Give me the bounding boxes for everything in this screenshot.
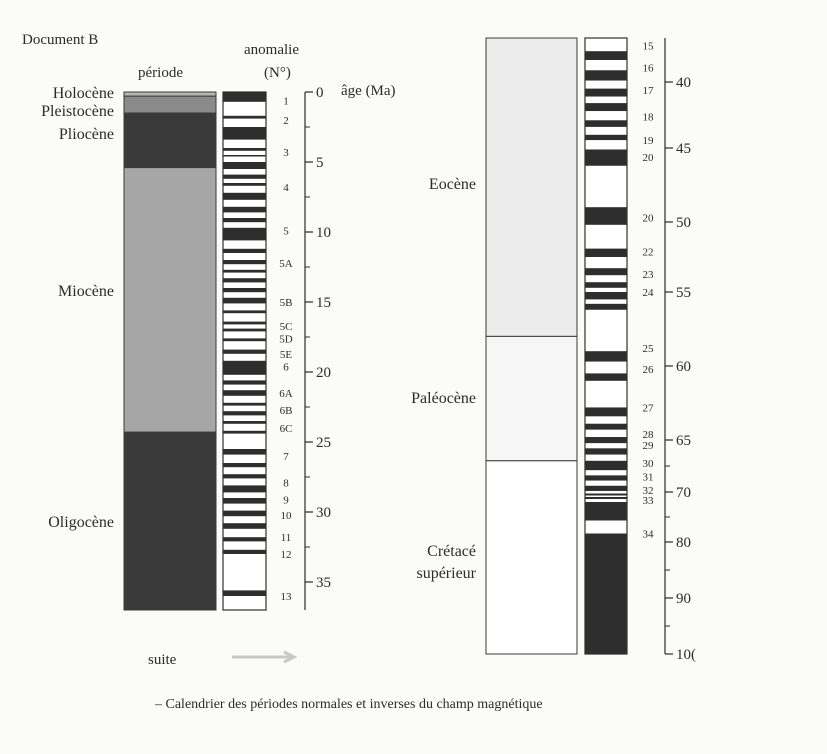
- period-label-pleistocene: Pleistocène: [41, 103, 114, 120]
- normal-polarity-band: [223, 511, 266, 517]
- normal-polarity-band: [223, 431, 266, 434]
- age-tick-label: 20: [316, 365, 331, 381]
- anomaly-label: 28: [642, 429, 654, 442]
- normal-polarity-band: [223, 148, 266, 151]
- anomaly-label: 5A: [279, 257, 293, 270]
- normal-polarity-band: [223, 162, 266, 169]
- anomaly-label: 6C: [279, 423, 293, 435]
- normal-polarity-band: [223, 338, 266, 341]
- age-unit-label: âge (Ma): [341, 83, 396, 99]
- normal-polarity-band: [585, 282, 627, 288]
- anomaly-label: 5B: [279, 297, 293, 309]
- normal-polarity-band: [585, 292, 627, 299]
- normal-polarity-band: [223, 183, 266, 186]
- period-label-cretace-superieur-line2: supérieur: [416, 565, 476, 582]
- normal-polarity-band: [223, 350, 266, 354]
- normal-polarity-band: [585, 424, 627, 430]
- anomaly-label: 15: [642, 40, 654, 53]
- anomaly-heading-line1: anomalie: [244, 42, 299, 58]
- anomaly-label: 2: [283, 115, 289, 127]
- normal-polarity-band: [223, 421, 266, 424]
- normal-polarity-band: [585, 304, 627, 310]
- normal-polarity-band: [585, 207, 627, 225]
- normal-polarity-band: [585, 149, 627, 165]
- anomaly-label: 29: [642, 440, 654, 453]
- normal-polarity-band: [585, 475, 627, 480]
- anomaly-label: 22: [642, 246, 654, 259]
- anomaly-label: 4: [283, 182, 289, 195]
- normal-polarity-band: [223, 116, 266, 119]
- period-block-miocene: [124, 168, 216, 433]
- age-tick-label: 40: [676, 75, 691, 91]
- period-block-paleocene: [486, 336, 577, 460]
- normal-polarity-band: [223, 361, 266, 375]
- normal-polarity-band: [585, 502, 627, 521]
- anomaly-label: 32: [642, 484, 654, 497]
- normal-polarity-band: [223, 193, 266, 200]
- normal-polarity-band: [223, 228, 266, 241]
- anomaly-label: 13: [280, 591, 292, 603]
- anomaly-label: 10: [280, 509, 292, 522]
- anomaly-label: 27: [642, 402, 654, 415]
- normal-polarity-band: [223, 449, 266, 455]
- normal-polarity-band: [585, 373, 627, 380]
- normal-polarity-band: [223, 463, 266, 467]
- normal-polarity-band: [585, 89, 627, 97]
- normal-polarity-band: [585, 51, 627, 60]
- anomaly-label: 5C: [279, 320, 293, 333]
- normal-polarity-band: [223, 288, 266, 292]
- normal-polarity-band: [585, 448, 627, 454]
- period-block-cretace-superieur: [486, 461, 577, 654]
- normal-polarity-band: [585, 351, 627, 361]
- normal-polarity-band: [223, 92, 266, 102]
- age-tick-label: 15: [316, 295, 331, 311]
- anomaly-label: 20: [642, 151, 654, 164]
- anomaly-label: 26: [642, 363, 654, 376]
- anomaly-label: 19: [642, 135, 654, 148]
- period-column-heading: période: [138, 65, 183, 81]
- right-anomaly-labels: [643, 40, 655, 540]
- age-tick-label: 90: [676, 591, 691, 607]
- period-label-cretace-superieur-line1: Crétacé: [427, 543, 476, 560]
- left-anomaly-labels: [279, 95, 293, 603]
- age-tick-label: 60: [676, 359, 691, 375]
- normal-polarity-band: [585, 486, 627, 491]
- normal-polarity-band: [223, 474, 266, 478]
- anomaly-label: 1: [283, 95, 289, 108]
- normal-polarity-band: [585, 407, 627, 416]
- left-polarity-column: [223, 92, 266, 610]
- normal-polarity-band: [585, 70, 627, 80]
- anomaly-label: 17: [642, 84, 654, 97]
- anomaly-heading-line2: (N°): [264, 65, 291, 81]
- anomaly-label: 5: [283, 225, 289, 238]
- normal-polarity-band: [223, 390, 266, 396]
- anomaly-label: 9: [283, 494, 289, 507]
- period-label-paleocene: Paléocène: [411, 390, 476, 407]
- age-tick-label: 45: [676, 141, 691, 157]
- age-tick-label: 70: [676, 485, 691, 501]
- figure-caption: – Calendrier des périodes normales et inverses du champ magnétique: [155, 697, 543, 712]
- right-period-column: [411, 38, 577, 654]
- period-block-pliocene: [124, 113, 216, 168]
- age-tick-label: 35: [316, 575, 331, 591]
- normal-polarity-band: [223, 175, 266, 179]
- normal-polarity-band: [585, 268, 627, 275]
- normal-polarity-band: [223, 218, 266, 222]
- continuation-label: suite: [148, 652, 177, 668]
- document-title: Document B: [22, 32, 99, 48]
- anomaly-label: 20: [642, 212, 654, 225]
- anomaly-label: 5D: [279, 333, 293, 346]
- anomaly-label: 25: [642, 343, 654, 356]
- normal-polarity-band: [223, 310, 266, 313]
- anomaly-label: 6: [283, 361, 289, 374]
- anomaly-label: 11: [280, 532, 292, 545]
- normal-polarity-band: [585, 103, 627, 111]
- normal-polarity-band: [223, 403, 266, 406]
- normal-polarity-band: [223, 485, 266, 492]
- left-period-column: [41, 85, 216, 610]
- normal-polarity-band: [223, 322, 266, 325]
- normal-polarity-band: [585, 249, 627, 257]
- normal-polarity-band: [223, 550, 266, 554]
- normal-polarity-band: [223, 329, 266, 332]
- anomaly-label: 30: [642, 457, 654, 470]
- period-label-pliocene: Pliocène: [58, 126, 114, 143]
- age-tick-label: 10(: [676, 647, 696, 663]
- anomaly-label: 23: [642, 268, 654, 281]
- normal-polarity-band: [585, 534, 627, 655]
- normal-polarity-band: [223, 498, 266, 504]
- anomaly-label: 18: [642, 111, 654, 124]
- age-tick-label: 25: [316, 435, 331, 451]
- normal-polarity-band: [585, 494, 627, 496]
- age-tick-label: 5: [316, 155, 324, 171]
- normal-polarity-band: [223, 249, 266, 253]
- normal-polarity-band: [585, 120, 627, 127]
- normal-polarity-band: [223, 537, 266, 541]
- anomaly-label: 8: [283, 477, 289, 490]
- normal-polarity-band: [585, 437, 627, 443]
- normal-polarity-band: [223, 411, 266, 415]
- anomaly-label: 5E: [279, 348, 293, 361]
- normal-polarity-band: [223, 270, 266, 273]
- age-tick-label: 80: [676, 535, 691, 551]
- anomaly-label: 6A: [279, 388, 293, 400]
- normal-polarity-band: [223, 380, 266, 384]
- normal-polarity-band: [585, 461, 627, 470]
- anomaly-label: 16: [642, 62, 654, 75]
- age-tick-label: 30: [316, 505, 331, 521]
- period-label-oligocene: Oligocène: [48, 514, 114, 531]
- anomaly-label: 3: [283, 147, 289, 160]
- period-block-holocene: [124, 92, 216, 96]
- period-block-pleistocene: [124, 96, 216, 113]
- normal-polarity-band: [223, 298, 266, 304]
- anomaly-label: 33: [642, 495, 654, 507]
- normal-polarity-band: [223, 260, 266, 264]
- anomaly-label: 6B: [279, 404, 293, 417]
- age-tick-label: 65: [676, 433, 691, 449]
- age-tick-label: 55: [676, 285, 691, 301]
- period-label-holocene: Holocène: [52, 85, 114, 102]
- anomaly-label: 12: [280, 549, 292, 561]
- normal-polarity-band: [223, 523, 266, 529]
- anomaly-label: 7: [283, 451, 289, 463]
- period-label-miocene: Miocène: [58, 283, 114, 300]
- period-block-oligocene: [124, 432, 216, 610]
- period-label-eocene: Eocène: [428, 176, 476, 193]
- normal-polarity-band: [585, 135, 627, 140]
- normal-polarity-band: [223, 155, 266, 157]
- right-polarity-column: [585, 38, 627, 654]
- normal-polarity-band: [223, 207, 266, 213]
- continuation-arrow: [232, 652, 294, 662]
- normal-polarity-band: [223, 127, 266, 140]
- age-tick-label: 0: [316, 85, 324, 101]
- anomaly-label: 24: [642, 287, 654, 299]
- normal-polarity-band: [223, 590, 266, 596]
- age-tick-label: 10: [316, 225, 331, 241]
- left-age-axis: [305, 85, 331, 610]
- period-block-eocene: [486, 38, 577, 336]
- normal-polarity-band: [223, 278, 266, 282]
- age-tick-label: 50: [676, 215, 691, 231]
- anomaly-label: 31: [642, 471, 654, 484]
- anomaly-label: 34: [642, 528, 654, 541]
- normal-polarity-band: [585, 497, 627, 499]
- right-age-axis: [665, 38, 696, 663]
